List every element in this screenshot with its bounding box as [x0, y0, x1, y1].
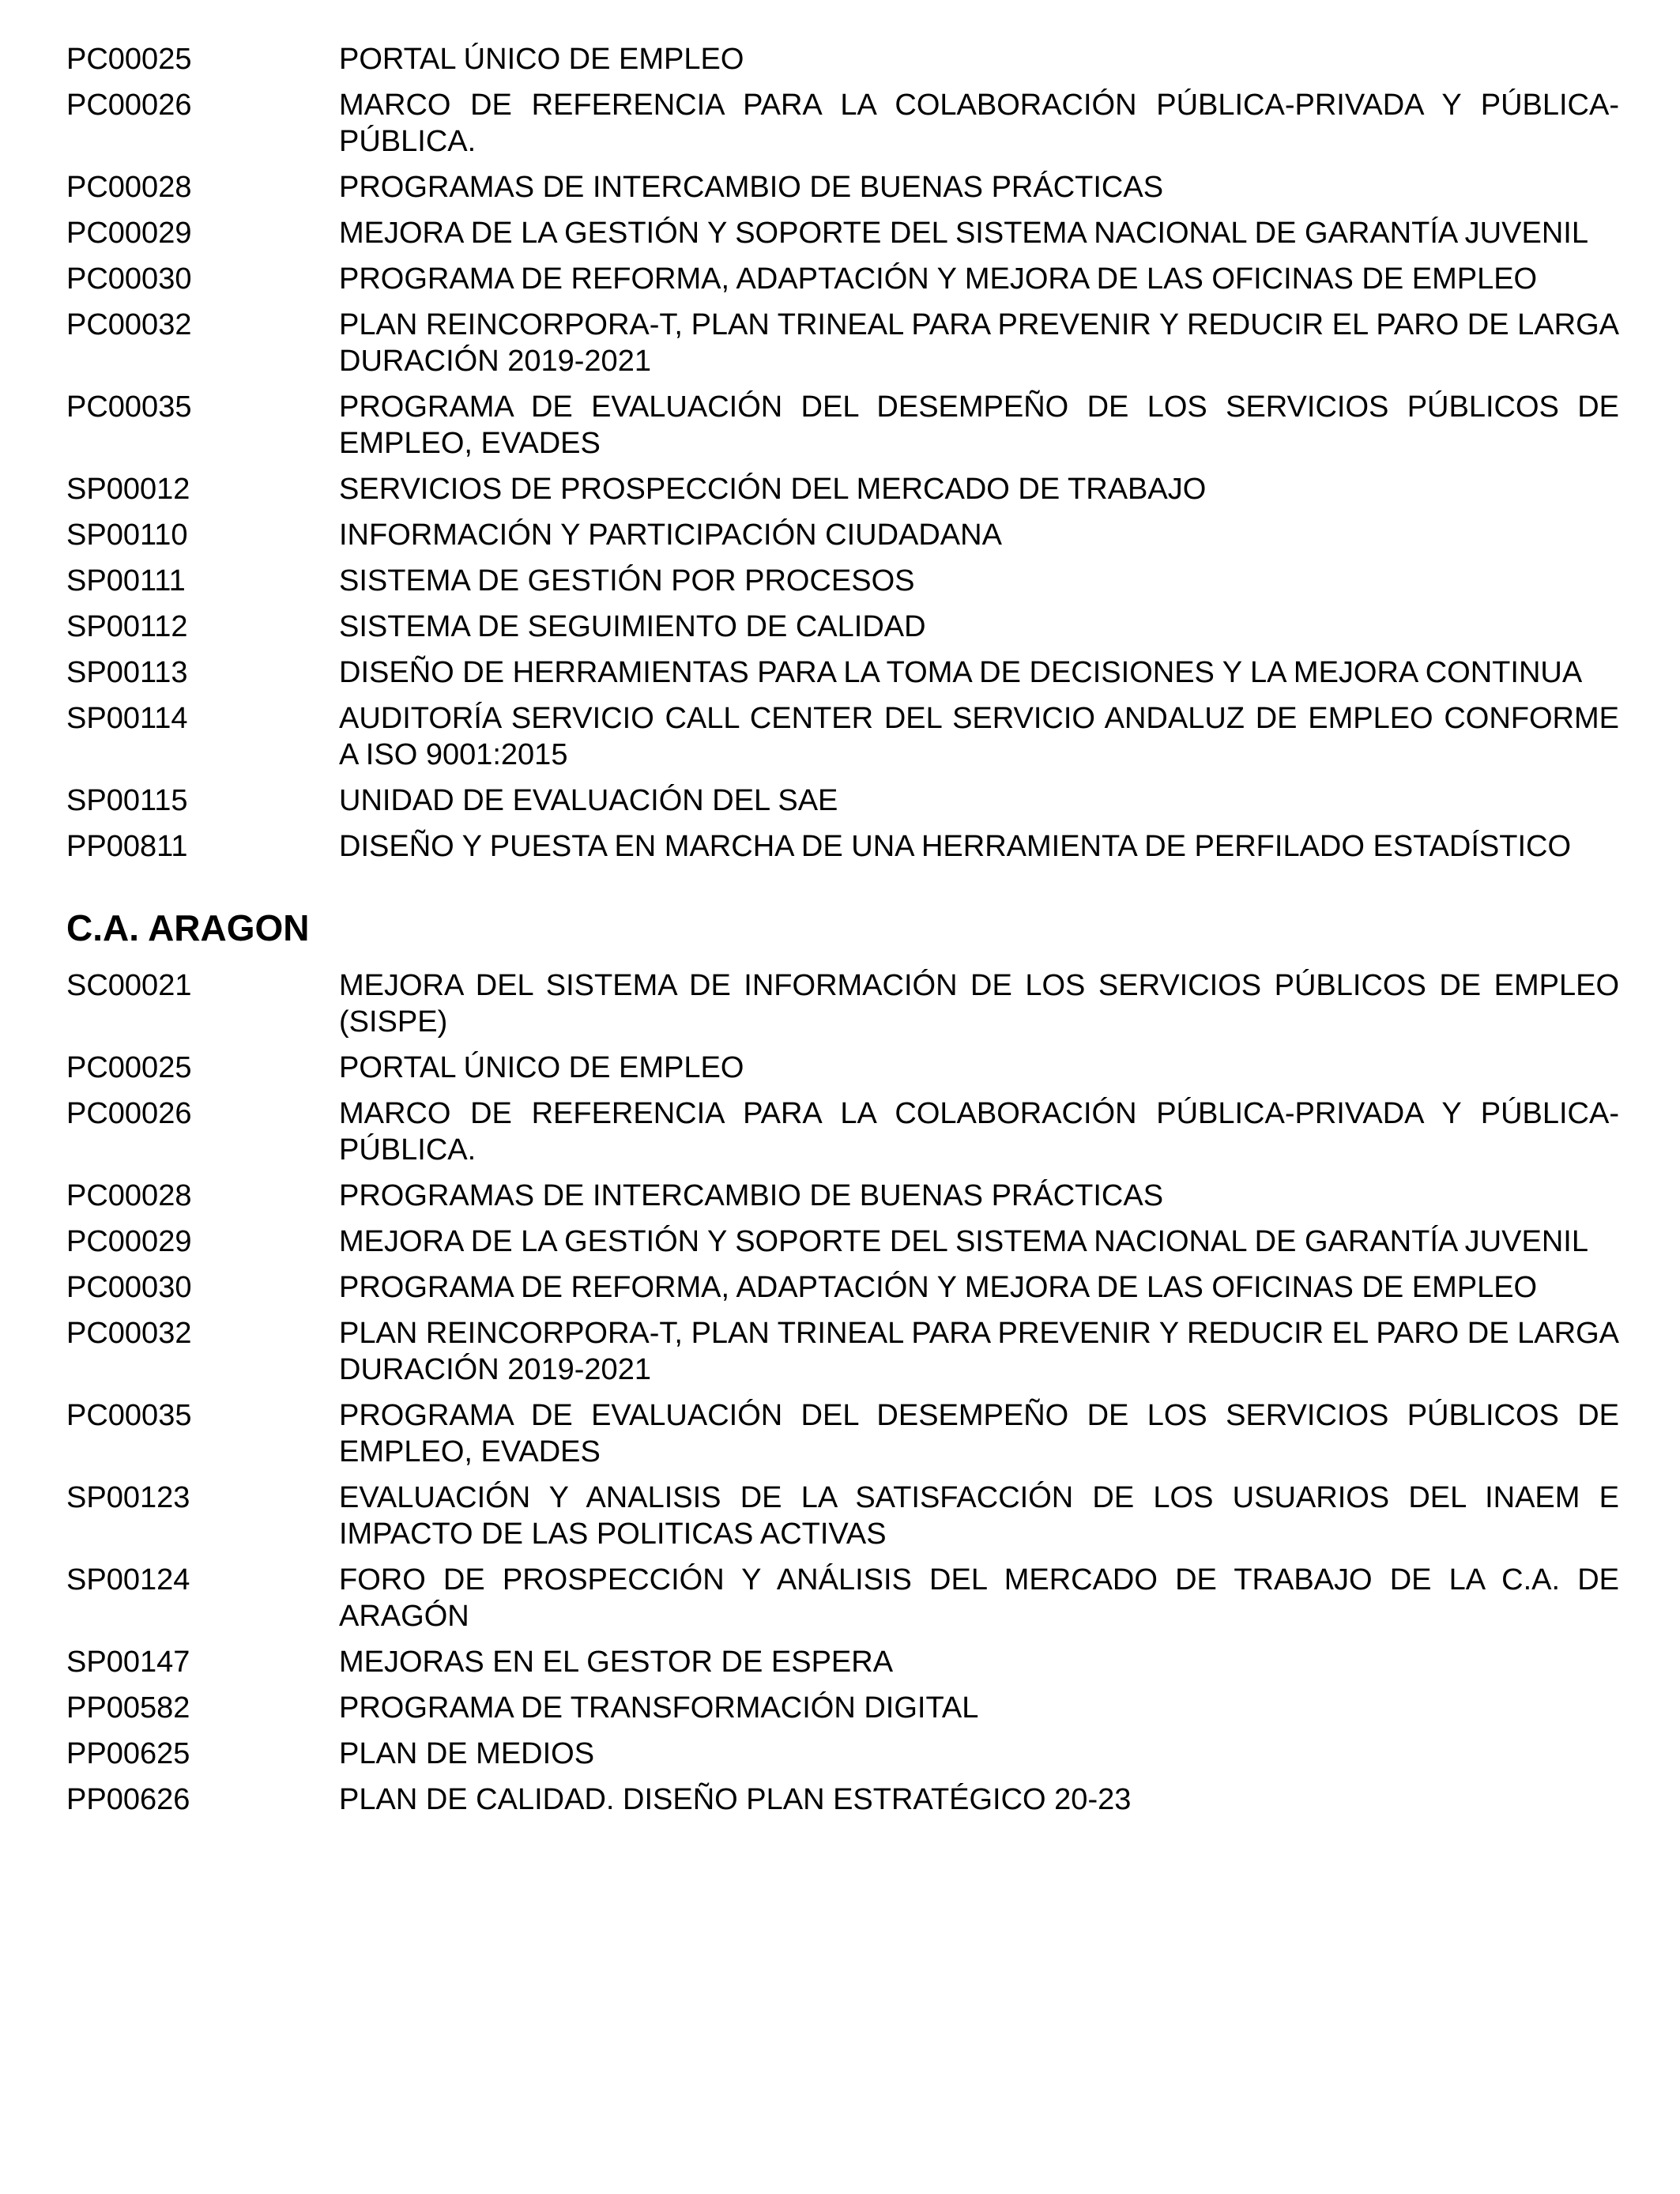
list-item — [66, 215, 1618, 251]
list-item — [66, 1315, 1618, 1388]
list-item — [66, 517, 1618, 553]
list-item — [66, 471, 1618, 507]
program-description: MEJORA DE LA GESTIÓN Y SOPORTE DEL SISTEMA NACIONAL DE GARANTÍA JUVENIL — [339, 1225, 1588, 1258]
list-item — [66, 1095, 1618, 1168]
program-description: DISEÑO Y PUESTA EN MARCHA DE UNA HERRAMIENTA DE PERFILADO ESTADÍSTICO — [339, 830, 1572, 863]
program-description: MARCO DE REFERENCIA PARA LA COLABORACIÓN PÚBLICA-PRIVADA Y PÚBLICA-PÚBLICA. — [339, 1097, 1619, 1167]
list-item — [66, 782, 1618, 819]
list-item — [66, 654, 1618, 691]
program-description: PROGRAMAS DE INTERCAMBIO DE BUENAS PRÁCTICAS — [339, 171, 1164, 204]
section-andalucia-continued — [66, 41, 1618, 865]
list-item — [66, 1644, 1618, 1680]
program-description: UNIDAD DE EVALUACIÓN DEL SAE — [339, 784, 838, 817]
list-item — [66, 1178, 1618, 1214]
list-item — [66, 1223, 1618, 1260]
program-code: PP00811 — [66, 830, 188, 863]
program-code: SP00115 — [66, 784, 188, 817]
program-description: MARCO DE REFERENCIA PARA LA COLABORACIÓN PÚBLICA-PRIVADA Y PÚBLICA-PÚBLICA. — [339, 89, 1619, 158]
program-description: MEJORA DEL SISTEMA DE INFORMACIÓN DE LOS SERVICIOS PÚBLICOS DE EMPLEO (SISPE) — [339, 969, 1619, 1039]
list-item — [66, 700, 1618, 773]
program-code: PC00032 — [66, 1317, 192, 1350]
program-description: PLAN DE CALIDAD. DISEÑO PLAN ESTRATÉGICO 20-23 — [339, 1783, 1132, 1816]
program-description: PROGRAMA DE REFORMA, ADAPTACIÓN Y MEJORA DE LAS OFICINAS DE EMPLEO — [339, 1271, 1538, 1304]
list-item — [66, 307, 1618, 379]
program-description: PLAN REINCORPORA-T, PLAN TRINEAL PARA PREVENIR Y REDUCIR EL PARO DE LARGA DURACIÓN 2019-2021 — [339, 308, 1619, 378]
program-code: PP00625 — [66, 1737, 190, 1770]
program-code: PC00032 — [66, 308, 192, 341]
program-code: SP00111 — [66, 564, 186, 598]
program-code: SP00113 — [66, 656, 188, 689]
program-description: PORTAL ÚNICO DE EMPLEO — [339, 1051, 744, 1084]
list-item — [66, 1480, 1618, 1552]
list-item — [66, 828, 1618, 865]
program-code: PC00025 — [66, 43, 192, 76]
list-item — [66, 1397, 1618, 1470]
program-description: PROGRAMA DE EVALUACIÓN DEL DESEMPEÑO DE LOS SERVICIOS PÚBLICOS DE EMPLEO, EVADES — [339, 1399, 1619, 1468]
program-code: PP00582 — [66, 1691, 190, 1725]
program-code: PC00029 — [66, 1225, 192, 1258]
list-item — [66, 1736, 1618, 1772]
list-item — [66, 169, 1618, 205]
program-description: PLAN DE MEDIOS — [339, 1737, 595, 1770]
list-item — [66, 261, 1618, 297]
program-code: PC00030 — [66, 262, 192, 296]
program-code: PC00026 — [66, 1097, 192, 1130]
program-code: PC00030 — [66, 1271, 192, 1304]
list-item — [66, 389, 1618, 462]
program-description: SERVICIOS DE PROSPECCIÓN DEL MERCADO DE TRABAJO — [339, 473, 1207, 506]
list-item — [66, 1050, 1618, 1086]
program-description: PROGRAMAS DE INTERCAMBIO DE BUENAS PRÁCTICAS — [339, 1179, 1164, 1212]
program-code: PC00028 — [66, 1179, 192, 1212]
program-code: PC00025 — [66, 1051, 192, 1084]
document-page — [66, 41, 1618, 1818]
list-item — [66, 1269, 1618, 1306]
program-list — [66, 967, 1618, 1818]
program-code: SP00123 — [66, 1481, 190, 1514]
program-code: PC00026 — [66, 89, 192, 122]
list-item — [66, 1562, 1618, 1634]
program-description: SISTEMA DE SEGUIMIENTO DE CALIDAD — [339, 610, 926, 643]
program-code: SP00114 — [66, 702, 188, 735]
program-description: PLAN REINCORPORA-T, PLAN TRINEAL PARA PREVENIR Y REDUCIR EL PARO DE LARGA DURACIÓN 2019-2021 — [339, 1317, 1619, 1386]
program-code: SC00021 — [66, 969, 192, 1002]
program-description: MEJORAS EN EL GESTOR DE ESPERA — [339, 1646, 894, 1679]
section-heading: C.A. ARAGON — [66, 907, 310, 948]
program-description: MEJORA DE LA GESTIÓN Y SOPORTE DEL SISTEMA NACIONAL DE GARANTÍA JUVENIL — [339, 217, 1588, 250]
list-item — [66, 41, 1618, 77]
program-description: FORO DE PROSPECCIÓN Y ANÁLISIS DEL MERCADO DE TRABAJO DE LA C.A. DE ARAGÓN — [339, 1563, 1619, 1633]
list-item — [66, 87, 1618, 160]
program-list — [66, 41, 1618, 865]
section-aragon — [66, 906, 1618, 1818]
list-item — [66, 967, 1618, 1040]
list-item — [66, 609, 1618, 645]
program-code: PP00626 — [66, 1783, 190, 1816]
list-item — [66, 563, 1618, 599]
program-code: SP00012 — [66, 473, 190, 506]
program-code: SP00112 — [66, 610, 188, 643]
program-description: PROGRAMA DE TRANSFORMACIÓN DIGITAL — [339, 1691, 979, 1725]
program-description: PROGRAMA DE REFORMA, ADAPTACIÓN Y MEJORA DE LAS OFICINAS DE EMPLEO — [339, 262, 1538, 296]
program-code: PC00029 — [66, 217, 192, 250]
program-description: PORTAL ÚNICO DE EMPLEO — [339, 43, 744, 76]
program-description: PROGRAMA DE EVALUACIÓN DEL DESEMPEÑO DE LOS SERVICIOS PÚBLICOS DE EMPLEO, EVADES — [339, 390, 1619, 460]
program-code: PC00035 — [66, 390, 192, 424]
program-code: SP00110 — [66, 518, 188, 552]
list-item — [66, 1690, 1618, 1726]
program-code: PC00028 — [66, 171, 192, 204]
program-description: EVALUACIÓN Y ANALISIS DE LA SATISFACCIÓN DE LOS USUARIOS DEL INAEM E IMPACTO DE LAS POLITICAS ACTIVAS — [339, 1481, 1619, 1551]
list-item — [66, 1781, 1618, 1818]
program-description: DISEÑO DE HERRAMIENTAS PARA LA TOMA DE DECISIONES Y LA MEJORA CONTINUA — [339, 656, 1583, 689]
program-code: SP00124 — [66, 1563, 190, 1596]
program-description: INFORMACIÓN Y PARTICIPACIÓN CIUDADANA — [339, 518, 1002, 552]
program-description: AUDITORÍA SERVICIO CALL CENTER DEL SERVICIO ANDALUZ DE EMPLEO CONFORME A ISO 9001:2015 — [339, 702, 1619, 771]
program-description: SISTEMA DE GESTIÓN POR PROCESOS — [339, 564, 915, 598]
program-code: SP00147 — [66, 1646, 190, 1679]
program-code: PC00035 — [66, 1399, 192, 1432]
